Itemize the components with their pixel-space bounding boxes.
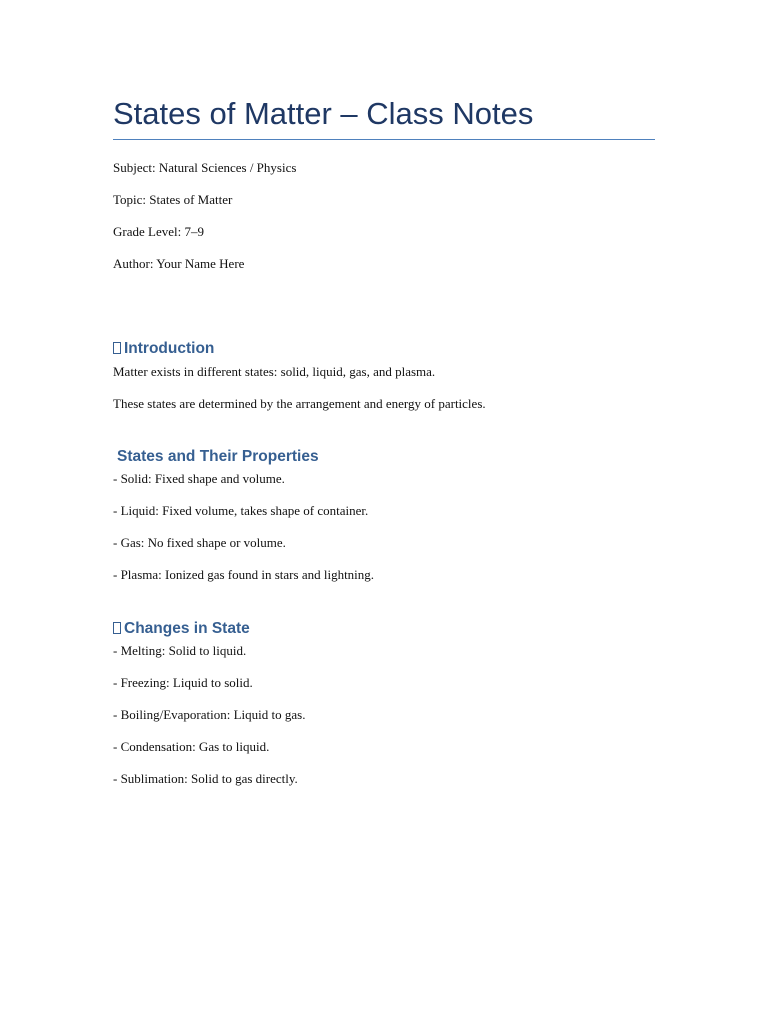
meta-grade-level: Grade Level: 7–9 — [113, 224, 204, 239]
section-heading-introduction — [113, 339, 214, 359]
introduction-line: Matter exists in different states: solid, liquid, gas, and plasma. — [113, 364, 436, 379]
introduction-line: These states are determined by the arrangement and energy of particles. — [113, 396, 486, 411]
missing-glyph-icon — [113, 342, 121, 354]
meta-author: Author: Your Name Here — [113, 256, 245, 271]
changes-line: - Boiling/Evaporation: Liquid to gas. — [113, 707, 306, 722]
properties-line: - Gas: No fixed shape or volume. — [113, 535, 286, 550]
section-heading-text: Introduction — [124, 340, 215, 357]
changes-line: - Melting: Solid to liquid. — [113, 643, 247, 658]
changes-line: - Condensation: Gas to liquid. — [113, 739, 270, 754]
meta-topic: Topic: States of Matter — [113, 192, 233, 207]
properties-line: - Liquid: Fixed volume, takes shape of container. — [113, 503, 369, 518]
section-heading-states-properties — [117, 447, 319, 467]
changes-line: - Sublimation: Solid to gas directly. — [113, 771, 298, 786]
section-heading-text: Changes in State — [124, 620, 250, 637]
section-heading-changes-in-state — [113, 619, 250, 639]
meta-subject: Subject: Natural Sciences / Physics — [113, 160, 297, 175]
missing-glyph-icon — [113, 622, 121, 634]
document-title: States of Matter – Class Notes — [113, 96, 534, 131]
section-heading-text: States and Their Properties — [117, 448, 319, 465]
title-underline — [113, 139, 655, 140]
changes-line: - Freezing: Liquid to solid. — [113, 675, 253, 690]
properties-line: - Plasma: Ionized gas found in stars and lightning. — [113, 567, 375, 582]
properties-line: - Solid: Fixed shape and volume. — [113, 471, 285, 486]
